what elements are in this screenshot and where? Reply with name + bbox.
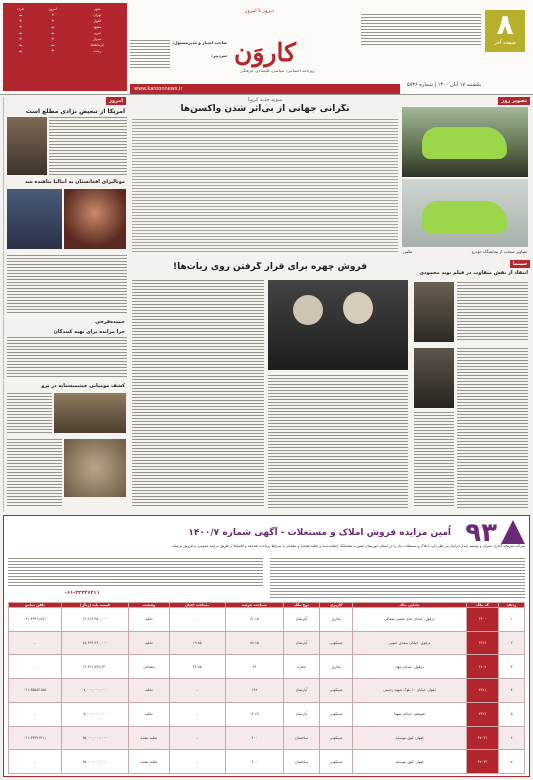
col-header: کد ملک (466, 603, 498, 608)
page-number: ۸ (496, 8, 514, 41)
ad-number: ۹۳ (465, 518, 497, 548)
ad-logo-icon (501, 520, 525, 544)
table-cell: ۷ (499, 750, 525, 774)
category-line: روزنامه اجتماعی، سیاسی، اقتصادی، فرهنگی (240, 68, 315, 73)
left-text-1 (49, 117, 127, 175)
table-cell: اهواز، کوی نیوساید (353, 750, 467, 774)
ad-table (8, 602, 525, 774)
weather-city: رشت (93, 49, 102, 53)
ad-title: اُمین مزایده فروش املاک و مستغلات - آگهی شماره ۱۴۰۰/۷ (188, 528, 451, 538)
table-cell: تخلیه (129, 702, 169, 726)
table-cell: ۳۵,۰۰۰,۰۰۰,۰۰۰ (61, 750, 129, 774)
left-photo-4 (54, 393, 126, 433)
ad-terms-left (8, 558, 263, 588)
table-cell: ۶ (499, 726, 525, 750)
table-cell: تخلیه (129, 608, 169, 632)
table-cell: مسکونی (320, 631, 353, 655)
table-cell: ۴۰۰ (225, 750, 283, 774)
weather-header-city: شهر (94, 7, 101, 11)
table-cell: ۷,۰۰۰,۰۰۰,۰۰۰ (61, 679, 129, 703)
left-column (3, 97, 128, 512)
masthead-logo: کاروَن (233, 38, 297, 67)
table-cell: ۴۰۰ (225, 726, 283, 750)
cinema-story (412, 260, 530, 512)
table-cell: - (169, 608, 225, 632)
table-cell: ۳ (499, 655, 525, 679)
table-cell: ۱۲,۲۱۳,۴۵۰,۰۰۰ (61, 608, 129, 632)
story-two-text-2 (268, 375, 408, 508)
table-row (9, 702, 525, 726)
table-cell: - (9, 750, 62, 774)
publisher-info (172, 40, 227, 58)
table-cell: ۳۴۳۶ (466, 702, 498, 726)
left-photo-3 (7, 189, 62, 249)
weather-city: اهواز (93, 19, 101, 23)
left-photo-2 (64, 189, 126, 249)
left-text-2 (7, 255, 127, 315)
story-two-headline: فروش چهره برای قرار گرفتن روی ربات‌ها! (173, 262, 367, 272)
table-cell: ۱۲.۶۷ (225, 702, 283, 726)
table-cell: مسکونی (320, 726, 353, 750)
ad-phone[interactable]: ۰۶۱-۳۳۳۲۶۲۱۱ (64, 590, 100, 596)
table-cell: ۶۱.۱۵ (225, 608, 283, 632)
table-cell: تجاری (320, 608, 353, 632)
table-cell: ۳۵,۰۰۰,۰۰۰,۰۰۰ (61, 726, 129, 750)
col-header: ردیف (499, 603, 525, 608)
table-cell: مسکونی (320, 702, 353, 726)
col-header: وضعیت (129, 603, 169, 608)
table-cell: اهواز، کوی نیوساید (353, 726, 467, 750)
story-two (130, 260, 410, 512)
table-cell: ۳۴۰۰ (466, 608, 498, 632)
masthead-red-strip (130, 84, 400, 94)
table-cell: تخلیه (129, 679, 169, 703)
photo-caption-right: تصاویر منتخب از نمایشگاه خودرو (471, 249, 527, 254)
auction-ad (3, 515, 530, 777)
page-number-badge (485, 10, 525, 52)
table-cell: ۱۹.۸۵ (169, 631, 225, 655)
table-cell: تخلیه نشده (129, 750, 169, 774)
editor-label: سردبیر: (211, 53, 227, 58)
cinema-text-1 (457, 282, 528, 342)
table-cell: آپارتمان (283, 679, 319, 703)
main-story-kicker: سویه جدید کرونا (247, 97, 283, 103)
table-cell: ۷۷.۱۵ (225, 631, 283, 655)
weather-city: مشهد (93, 25, 102, 29)
table-row (9, 750, 525, 774)
col-header: تلفن تماس (9, 603, 62, 608)
table-cell: اهواز، خیابان ۱۰ بلوک شهید رحیمی (353, 679, 467, 703)
table-cell: آپارتمان (283, 608, 319, 632)
table-cell: ۵,۰۰۰,۰۰۰,۰۰۰ (61, 702, 129, 726)
table-cell: - (169, 726, 225, 750)
table-row (9, 679, 525, 703)
table-cell: ۱۹۸ (225, 679, 283, 703)
table-cell: دزفول، خیابان امام خمینی شمالی (353, 608, 467, 632)
col-header: مساحت اعیان (169, 603, 225, 608)
table-cell: مسکونی (320, 679, 353, 703)
date-line: یکشنبه ۱۷ آبان ۱۴۰۰ | شماره ۵۷۳۶ (406, 82, 481, 88)
cinema-photo-1 (414, 282, 454, 342)
story-two-text-1 (132, 280, 264, 508)
table-cell: ۹۶ (225, 655, 283, 679)
table-cell: ۰۶۱-۳۵۵۸۲۱۵۵ (9, 679, 62, 703)
table-cell: تخلیه نشده (129, 726, 169, 750)
table-cell: ۰۶۱-۳۳۳۲۶۲۱۱ (9, 726, 62, 750)
col-header: مساحت عرصه (225, 603, 283, 608)
table-cell: - (9, 702, 62, 726)
photo-column (400, 97, 530, 257)
ad-terms-right (270, 558, 525, 598)
table-cell: ۵ (499, 702, 525, 726)
table-cell: تجاری (320, 655, 353, 679)
top-right-blurb (361, 14, 481, 46)
table-row (9, 631, 525, 655)
table-cell: - (169, 679, 225, 703)
table-cell: دزفول، خیابان جهاد (353, 655, 467, 679)
table-cell: - (9, 655, 62, 679)
table-cell: ۳۲۸۱ (466, 679, 498, 703)
left-headline-5: کشف مومیایی چیتیمیستانه در پرو (41, 383, 125, 389)
ad-subtitle: شرکت سرمایه گذاری عمران و توسعه پایدار ایرانیان در نظر دارد، املاک و مستغلات ذیل را در استان خوزستان بصورت تشتمالک (تخلیه شده و تخلیه نشده) و مشاعی با شرایط پرداخت نقد/نقد و اقساط از طریق مزایده عمومی به فروش برساند. (171, 544, 525, 548)
table-cell: ساختمان (283, 750, 319, 774)
weather-city: تهران (93, 13, 102, 17)
weather-city: شیراز (92, 37, 102, 41)
auction-table (8, 602, 525, 774)
left-headline-1: آمریکا از تبعیض نژادی مطلع است (25, 108, 125, 115)
table-cell: ۰۶۱-۴۳۲۶۱۷۸۱ (9, 608, 62, 632)
contact-info (130, 40, 170, 70)
table-cell: ۷۸,۶۲۳,۳۶۰,۰۰۰ (61, 631, 129, 655)
table-row (9, 608, 525, 632)
table-cell: تخلیه (129, 631, 169, 655)
page-label: صفحه آخر (494, 40, 516, 46)
main-story (130, 97, 400, 257)
main-story-headline: نگرانی جهانی از بی‌اثر شدن واکسن‌ها (180, 104, 350, 114)
photo-caption-left: عکس (403, 249, 413, 254)
col-header: کاربری (320, 603, 353, 608)
table-row (9, 726, 525, 750)
cinema-headline: انتقاد از نقش متفاوت در فیلم نوید محمودی (419, 270, 528, 276)
cinema-text-2 (457, 348, 528, 508)
weather-city: کرمانشاه (90, 43, 105, 47)
table-cell: ۴۷۰۳۲ (466, 750, 498, 774)
left-headline-2: مونالیزای افغانستان به ایتالیا پناهنده شد (24, 179, 125, 185)
col-header: قیمت پایه (ریال) (61, 603, 129, 608)
masthead (0, 0, 533, 95)
cinema-photo-2 (414, 348, 454, 408)
ad-header (4, 516, 529, 556)
table-cell: ساختمان (283, 726, 319, 750)
table-cell: شوشتر، خیابان شهدا (353, 702, 467, 726)
table-cell: - (169, 750, 225, 774)
weather-table: شهر امروز فردا تهران ☀ ☁ اهواز ☀ ☀ مشهد ☁ ☀ تبریز ☁ ☁ شیراز ☀ ☀ کرمانشاه ☁ ☁ رشت ☂ ☁ (3, 3, 127, 91)
table-cell: ۱ (499, 608, 525, 632)
table-cell: ۲۴.۸۵ (169, 655, 225, 679)
table-cell: ۲ (499, 631, 525, 655)
weather-header-tomorrow: فردا (17, 7, 24, 11)
photo-section-label: تصویر روز (498, 97, 530, 105)
col-header: نشانی ملک (353, 603, 467, 608)
cinema-section-label: سینما (510, 260, 530, 268)
table-cell: مشاعی (129, 655, 169, 679)
weather-header-today: امروز (48, 7, 57, 11)
table-cell: مغازه (283, 655, 319, 679)
car-photo-2 (402, 179, 528, 247)
table-cell: مسکونی (320, 750, 353, 774)
table-cell: ۴۷۰۳۱ (466, 726, 498, 750)
left-photo-5 (64, 439, 126, 497)
story-two-photo (268, 280, 408, 370)
col-header: نوع ملک (283, 603, 319, 608)
weather-city: تبریز (93, 31, 101, 35)
table-cell: آپارتمان (283, 702, 319, 726)
left-section-label: امروز (106, 97, 126, 105)
left-text-5 (7, 439, 62, 507)
main-story-text (132, 119, 398, 254)
left-text-3 (7, 337, 127, 377)
left-photo-1 (7, 117, 47, 175)
table-cell: ۲۸۰۷ (466, 655, 498, 679)
car-photo-1 (402, 107, 528, 177)
cinema-text-3 (414, 412, 454, 508)
table-cell: ۴ (499, 679, 525, 703)
table-cell: ۳۲۶۶ (466, 631, 498, 655)
table-cell: ۱۲,۶۲۱,۸۳۷,۴۴۰ (61, 655, 129, 679)
table-row (9, 655, 525, 679)
tagline: دیروز تا امروز (245, 8, 274, 14)
table-cell: - (169, 702, 225, 726)
left-text-4 (7, 393, 52, 433)
table-cell: - (9, 631, 62, 655)
left-headline-4: چرا مزایده برای تهیه کنندگان (53, 329, 125, 335)
table-cell: دزفول، خیابان سعدی جنوبی (353, 631, 467, 655)
left-headline-3: حمیده‌فرخی (95, 319, 125, 325)
table-cell: آپارتمان (283, 631, 319, 655)
website[interactable]: www.karoonnews.ir (134, 86, 183, 92)
publisher-label: صاحب امتیاز و مدیرمسئول: (172, 40, 227, 45)
